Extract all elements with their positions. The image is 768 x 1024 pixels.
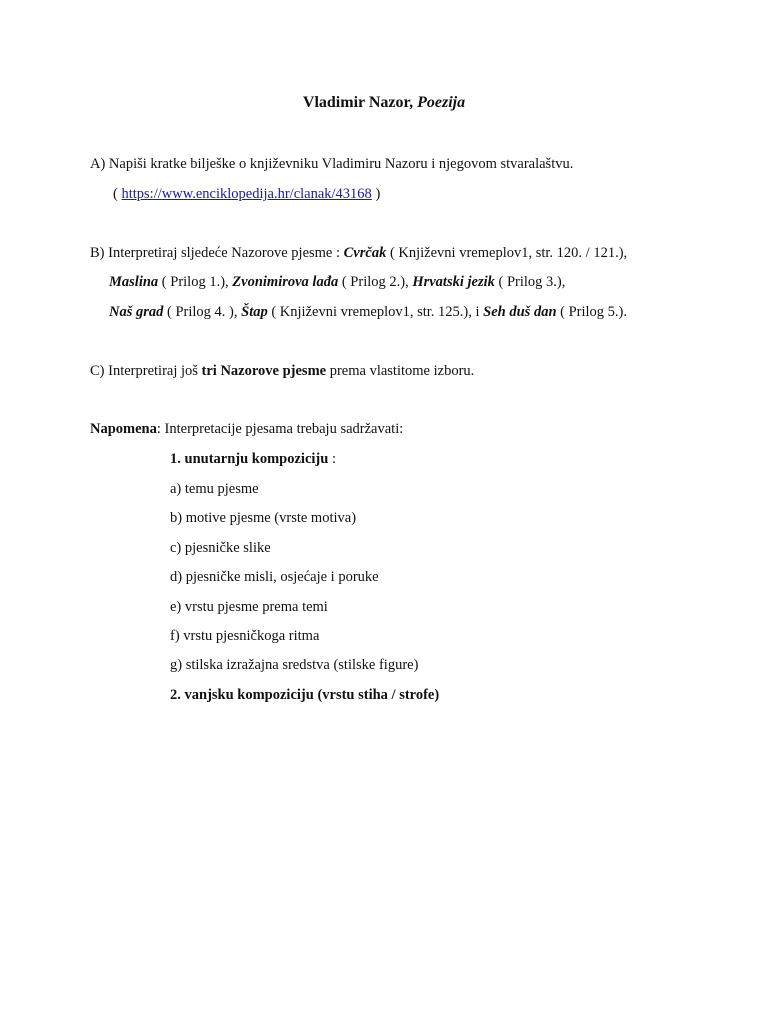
list-item: c) pjesničke slike bbox=[170, 540, 271, 556]
section-c-bold: tri Nazorove pjesme bbox=[201, 363, 327, 379]
note-label: Napomena bbox=[90, 421, 157, 437]
inner-composition-suffix: : bbox=[328, 451, 336, 467]
inner-composition-heading: 1. unutarnju kompoziciju bbox=[170, 451, 329, 467]
section-b-line-1 bbox=[90, 244, 627, 262]
list-item: d) pjesničke misli, osjećaje i poruke bbox=[170, 569, 379, 585]
section-c-prefix: C) Interpretiraj još bbox=[90, 363, 202, 379]
poem-title: Seh duš dan bbox=[483, 304, 557, 320]
poem-source: ( Prilog 3.), bbox=[494, 274, 566, 290]
note-heading-inner bbox=[170, 450, 336, 468]
page-title bbox=[0, 94, 768, 112]
list-item: g) stilska izražajna sredstva (stilske figure) bbox=[170, 657, 419, 673]
list-item: e) vrstu pjesme prema temi bbox=[170, 599, 328, 615]
list-item: a) temu pjesme bbox=[170, 481, 259, 497]
list-item: f) vrstu pjesničkoga ritma bbox=[170, 628, 320, 644]
section-a-text: A) Napiši kratke bilješke o književniku Vladimiru Nazoru i njegovom stvaralaštvu. bbox=[90, 156, 574, 172]
section-c-suffix: prema vlastitome izboru. bbox=[326, 363, 475, 379]
poem-source: ( Prilog 5.). bbox=[556, 304, 627, 320]
outer-composition-heading: 2. vanjsku kompoziciju (vrstu stiha / strofe) bbox=[170, 687, 440, 703]
poem-title: Štap bbox=[241, 304, 268, 320]
poem-title: Cvrčak bbox=[343, 245, 387, 261]
poem-source: ( Prilog 1.), bbox=[158, 274, 233, 290]
poem-source: ( Prilog 4. ), bbox=[163, 304, 242, 320]
link-close-paren: ) bbox=[371, 186, 381, 202]
link-open-paren: ( bbox=[113, 186, 122, 202]
section-a-line bbox=[90, 155, 573, 173]
poem-title: Naš grad bbox=[109, 304, 164, 320]
title-author: Vladimir Nazor, bbox=[302, 94, 414, 111]
section-a-link-line bbox=[113, 185, 380, 203]
section-c-line bbox=[90, 362, 474, 380]
encyclopedia-link[interactable]: https://www.enciklopedija.hr/clanak/43168 bbox=[121, 186, 372, 202]
note-text: : Interpretacije pjesama trebaju sadržavati: bbox=[156, 421, 404, 437]
poem-title: Maslina bbox=[109, 274, 159, 290]
section-b-line-3 bbox=[109, 303, 627, 321]
list-item: b) motive pjesme (vrste motiva) bbox=[170, 510, 357, 526]
poem-title: Hrvatski jezik bbox=[412, 274, 495, 290]
poem-source: ( Književni vremeplov1, str. 120. / 121.), bbox=[386, 245, 628, 261]
poem-source: ( Književni vremeplov1, str. 125.), i bbox=[267, 304, 484, 320]
poem-title: Zvonimirova lađa bbox=[232, 274, 339, 290]
section-b-line-2 bbox=[109, 273, 565, 291]
poem-source: ( Prilog 2.), bbox=[338, 274, 413, 290]
title-work: Poezija bbox=[417, 94, 466, 111]
note-line bbox=[90, 420, 403, 438]
section-b-prefix: B) Interpretiraj sljedeće Nazorove pjesme : bbox=[90, 245, 344, 261]
